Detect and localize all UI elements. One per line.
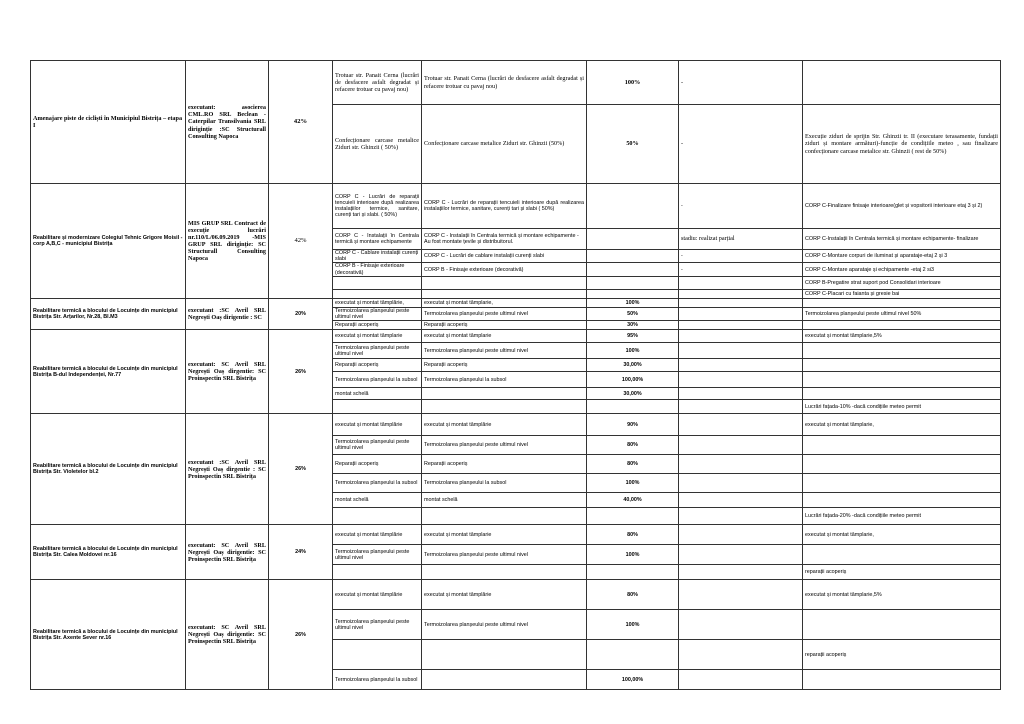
status-cell: [679, 508, 803, 525]
planned-work-cell: montat schelă: [333, 493, 422, 508]
project-name-cell: Reabilitare termică a blocului de Locuințe din municipiul Bistrița Str. Axente Sever nr.16: [31, 580, 186, 690]
work-progress-cell: 100%: [587, 343, 679, 359]
executed-work-cell: Reparații acoperiș: [422, 359, 587, 372]
planned-work-cell: executat și montat tâmplărie: [333, 525, 422, 545]
planned-work-cell: [333, 289, 422, 298]
executed-work-cell: executat și montat tâmplărie: [422, 414, 587, 436]
planned-work-cell: executat și montat tâmplărie: [333, 580, 422, 610]
executed-work-cell: CORP C - Instalații în Centrala termică și montare echipamente - Au fost montate țevile și distribuitorul.: [422, 229, 587, 250]
status-cell: -: [679, 184, 803, 229]
work-progress-cell: [587, 184, 679, 229]
planned-work-cell: Trotuar str. Panait Cerna (lucrări de desfacere asfalt degradat și refacere trotuar cu pavaj nou): [333, 61, 422, 105]
next-works-cell: CORP C-Montare corpuri de iluminat și aparataje-etaj 2 și 3: [803, 250, 1001, 263]
executed-work-cell: [422, 670, 587, 690]
work-progress-cell: [587, 229, 679, 250]
progress-report-table: [30, 60, 1001, 690]
next-works-cell: executat și montat tâmplarie,: [803, 525, 1001, 545]
planned-work-cell: CORP B - Finisaje exterioare (decorativă): [333, 263, 422, 276]
executed-work-cell: Termoizolarea planșeului la subsol: [422, 474, 587, 493]
planned-work-cell: Reparații acoperiș: [333, 359, 422, 372]
status-cell: [679, 400, 803, 414]
executed-work-cell: CORP C - Lucrări de cablare instalații curenți slabi: [422, 250, 587, 263]
project-name-cell: Reabilitare termică a blocului de Locuințe din municipiul Bistrița Str. Calea Moldovei nr.16: [31, 525, 186, 580]
planned-work-cell: Termoizolarea planșeului peste ultimul nivel: [333, 307, 422, 320]
project-name-cell: Reabilitare termică a blocului de Locuințe din municipiul Bistrița Str. Arțarilor, Nr.28, Bl.M3: [31, 298, 186, 329]
status-cell: [679, 610, 803, 640]
next-works-cell: [803, 670, 1001, 690]
status-cell: [679, 298, 803, 307]
work-progress-cell: 80%: [587, 580, 679, 610]
executed-work-cell: executat și montat tâmplarie,: [422, 298, 587, 307]
next-works-cell: [803, 388, 1001, 400]
overall-progress-cell: 26%: [269, 330, 333, 414]
planned-work-cell: Reparații acoperiș: [333, 321, 422, 330]
status-cell: [679, 670, 803, 690]
next-works-cell: executat și montat tâmplarie,5%: [803, 580, 1001, 610]
planned-work-cell: Termoizolarea planșeului la subsol: [333, 372, 422, 388]
table-row: [31, 414, 1001, 436]
next-works-cell: CORP C-Placari cu faianta și gresie bai: [803, 289, 1001, 298]
status-cell: [679, 276, 803, 289]
executed-work-cell: Termoizolarea planșeului peste ultimul nivel: [422, 610, 587, 640]
work-progress-cell: 40,00%: [587, 493, 679, 508]
executed-work-cell: Termoizolarea planșeului la subsol: [422, 372, 587, 388]
planned-work-cell: Termoizolarea planșeului peste ultimul nivel: [333, 610, 422, 640]
work-progress-cell: 100,00%: [587, 372, 679, 388]
contractor-cell: executant: SC Avril SRL Negrești Oaș dirigentie: SC Proinspectin SRL Bistrița: [186, 580, 269, 690]
contractor-cell: executant: SC Avril SRL Negrești Oaș dirigentie: SC Proinspectin SRL Bistrița: [186, 525, 269, 580]
work-progress-cell: 100%: [587, 610, 679, 640]
planned-work-cell: [333, 508, 422, 525]
project-name-cell: Reabilitare și modernizare Colegiul Tehnic Grigore Moisil - corp A,B,C - municipiul Bistrița: [31, 184, 186, 299]
planned-work-cell: executat și montat tâmplărie: [333, 414, 422, 436]
work-progress-cell: 30,00%: [587, 388, 679, 400]
contractor-cell: executant: asocierea CML.RO SRL Beclean - Caterpilar Transilvania SRL diriginție :SC Structurall Consulting Napoca: [186, 61, 269, 184]
status-cell: [679, 436, 803, 455]
contractor-cell: executant :SC Avril SRL Negrești Oaș dirigentie : SC: [186, 298, 269, 329]
planned-work-cell: montat schelă: [333, 388, 422, 400]
next-works-cell: Lucrări fațada-10% -dacă condițiile meteo permit: [803, 400, 1001, 414]
work-progress-cell: [587, 289, 679, 298]
overall-progress-cell: 42%: [269, 184, 333, 299]
next-works-cell: executat și montat tâmplarie,: [803, 414, 1001, 436]
next-works-cell: CORP C-Instalații în Centrala termică și montare echipamente- finalizare: [803, 229, 1001, 250]
status-cell: [679, 414, 803, 436]
next-works-cell: [803, 343, 1001, 359]
next-works-cell: [803, 359, 1001, 372]
contractor-cell: executant: SC Avril SRL Negrești Oaș dirgentie: SC Proinspectin SRL Bistrița: [186, 330, 269, 414]
table-row: [31, 61, 1001, 105]
next-works-cell: [803, 61, 1001, 105]
project-name-cell: Amenajare piste de cicliști în Municipiul Bistrița – etapa I: [31, 61, 186, 184]
planned-work-cell: CORP C - Cablare instalații curenți slabi: [333, 250, 422, 263]
project-name-cell: Reabilitare termică a blocului de Locuințe din municipiul Bistrița B-dul Independenței, Nr.77: [31, 330, 186, 414]
status-cell: [679, 307, 803, 320]
status-cell: [679, 565, 803, 580]
executed-work-cell: Termoizolarea planșeului peste ultimul nivel: [422, 343, 587, 359]
next-works-cell: Lucrări fațada-20% -dacă condițiile meteo permit: [803, 508, 1001, 525]
executed-work-cell: executat și montat tâmplarie: [422, 330, 587, 343]
executed-work-cell: [422, 276, 587, 289]
executed-work-cell: [422, 565, 587, 580]
planned-work-cell: Reparații acoperiș: [333, 455, 422, 474]
planned-work-cell: Termoizolarea planșeului peste ultimul nivel: [333, 545, 422, 565]
planned-work-cell: [333, 400, 422, 414]
planned-work-cell: Confecționare carcase metalice Ziduri str. Ghinzii ( 50%): [333, 105, 422, 184]
next-works-cell: [803, 455, 1001, 474]
executed-work-cell: executat și montat tâmplarie: [422, 525, 587, 545]
executed-work-cell: Confecționare carcase metalice Ziduri str. Ghinzii (50%): [422, 105, 587, 184]
next-works-cell: [803, 298, 1001, 307]
work-progress-cell: 30,00%: [587, 359, 679, 372]
work-progress-cell: [587, 263, 679, 276]
table-row: [31, 298, 1001, 307]
status-cell: [679, 388, 803, 400]
planned-work-cell: [333, 640, 422, 670]
status-cell: [679, 359, 803, 372]
next-works-cell: [803, 493, 1001, 508]
next-works-cell: reparații acoperiș: [803, 640, 1001, 670]
executed-work-cell: [422, 640, 587, 670]
executed-work-cell: [422, 388, 587, 400]
planned-work-cell: Termoizolarea planșeului la subsol: [333, 670, 422, 690]
status-cell: [679, 455, 803, 474]
table-row: [31, 184, 1001, 229]
next-works-cell: CORP C-Finalizare finisaje interioare(glet și vopsitorii interioare etaj 3 și 2): [803, 184, 1001, 229]
executed-work-cell: CORP C - Lucrări de reparații tencuieli interioare după realizarea instalațiilor termice, sanitare, curenți tari și slabi ( 50%): [422, 184, 587, 229]
planned-work-cell: executat și montat tâmplarie: [333, 330, 422, 343]
next-works-cell: [803, 610, 1001, 640]
overall-progress-cell: 26%: [269, 414, 333, 525]
work-progress-cell: [587, 276, 679, 289]
next-works-cell: [803, 321, 1001, 330]
work-progress-cell: [587, 565, 679, 580]
overall-progress-cell: 26%: [269, 580, 333, 690]
next-works-cell: [803, 474, 1001, 493]
executed-work-cell: Termoizolarea planșeului peste ultimul nivel: [422, 307, 587, 320]
work-progress-cell: 100%: [587, 545, 679, 565]
status-cell: [679, 289, 803, 298]
next-works-cell: CORP B-Pregatire strat suport pod Consolidari interioare: [803, 276, 1001, 289]
status-cell: [679, 580, 803, 610]
work-progress-cell: 100%: [587, 298, 679, 307]
work-progress-cell: [587, 400, 679, 414]
planned-work-cell: Termoizolarea planșeului peste ultimul nivel: [333, 436, 422, 455]
next-works-cell: CORP C-Montare aparataje și echipamente -etaj 2 si3: [803, 263, 1001, 276]
work-progress-cell: 95%: [587, 330, 679, 343]
planned-work-cell: CORP C - Instalații în Centrala termică și montare echipamente: [333, 229, 422, 250]
work-progress-cell: [587, 640, 679, 670]
status-cell: [679, 474, 803, 493]
work-progress-cell: 30%: [587, 321, 679, 330]
status-cell: -: [679, 105, 803, 184]
planned-work-cell: executat și montat tâmplărie,: [333, 298, 422, 307]
work-progress-cell: [587, 250, 679, 263]
contractor-cell: MIS GRUP SRL Contract de execuție lucrări nr.110/L/06.09.2019 -MIS GRUP SRL diriginție: SC Structurall Consulting Napoca: [186, 184, 269, 299]
work-progress-cell: 80%: [587, 525, 679, 545]
status-cell: [679, 343, 803, 359]
work-progress-cell: 90%: [587, 414, 679, 436]
overall-progress-cell: 24%: [269, 525, 333, 580]
contractor-cell: executant :SC Avril SRL Negrești Oaș dirgentie : SC Proinspectin SRL Bistrița: [186, 414, 269, 525]
status-cell: -: [679, 250, 803, 263]
executed-work-cell: Termoizolarea planșeului peste ultimul nivel: [422, 436, 587, 455]
next-works-cell: [803, 436, 1001, 455]
planned-work-cell: [333, 276, 422, 289]
status-cell: stadiu: realizat parțial: [679, 229, 803, 250]
next-works-cell: executat și montat tâmplarie,5%: [803, 330, 1001, 343]
status-cell: [679, 545, 803, 565]
executed-work-cell: Termoizolarea planșeului peste ultimul nivel: [422, 545, 587, 565]
project-name-cell: Reabilitare termică a blocului de Locuințe din municipiul Bistrița Str. Violetelor bl.2: [31, 414, 186, 525]
planned-work-cell: Termoizolarea planșeului la subsol: [333, 474, 422, 493]
table-row: [31, 330, 1001, 343]
executed-work-cell: Reparații acoperiș: [422, 455, 587, 474]
overall-progress-cell: 42%: [269, 61, 333, 184]
planned-work-cell: [333, 565, 422, 580]
executed-work-cell: Trotuar str. Panait Cerna (lucrări de desfacere asfalt degradat și refacere trotuar cu pavaj nou): [422, 61, 587, 105]
next-works-cell: Termoizolarea planșeului peste ultimul nivel 50%: [803, 307, 1001, 320]
status-cell: -: [679, 61, 803, 105]
status-cell: [679, 525, 803, 545]
work-progress-cell: 80%: [587, 436, 679, 455]
next-works-cell: reparații acoperiș: [803, 565, 1001, 580]
status-cell: -: [679, 263, 803, 276]
planned-work-cell: CORP C - Lucrări de reparații tencuieli interioare după realizarea instalațiilor termice, sanitare, curenți tari și slabi. ( 50%): [333, 184, 422, 229]
executed-work-cell: montat schelă: [422, 493, 587, 508]
status-cell: [679, 330, 803, 343]
executed-work-cell: Reparații acoperiș: [422, 321, 587, 330]
work-progress-cell: 50%: [587, 105, 679, 184]
status-cell: [679, 321, 803, 330]
planned-work-cell: Termoizolarea planșeului peste ultimul nivel: [333, 343, 422, 359]
executed-work-cell: [422, 508, 587, 525]
status-cell: [679, 493, 803, 508]
status-cell: [679, 372, 803, 388]
executed-work-cell: CORP B - Finisaje exterioare (decorativă): [422, 263, 587, 276]
table-row: [31, 525, 1001, 545]
next-works-cell: [803, 545, 1001, 565]
work-progress-cell: 100%: [587, 61, 679, 105]
work-progress-cell: 80%: [587, 455, 679, 474]
work-progress-cell: 100,00%: [587, 670, 679, 690]
executed-work-cell: [422, 400, 587, 414]
table-row: [31, 580, 1001, 610]
status-cell: [679, 640, 803, 670]
work-progress-cell: 50%: [587, 307, 679, 320]
executed-work-cell: executat și montat tâmplărie: [422, 580, 587, 610]
work-progress-cell: [587, 508, 679, 525]
next-works-cell: Execuție ziduri de sprijin Str. Ghinzii tr. II (executare terasamente, fundații ziduri și montare armături)-funcție de condițiile meteo , sau finalizare confecționare carcase metalice str. Ghinzii ( rest de 50%): [803, 105, 1001, 184]
executed-work-cell: [422, 289, 587, 298]
overall-progress-cell: 20%: [269, 298, 333, 329]
table-body: [31, 61, 1001, 690]
work-progress-cell: 100%: [587, 474, 679, 493]
next-works-cell: [803, 372, 1001, 388]
